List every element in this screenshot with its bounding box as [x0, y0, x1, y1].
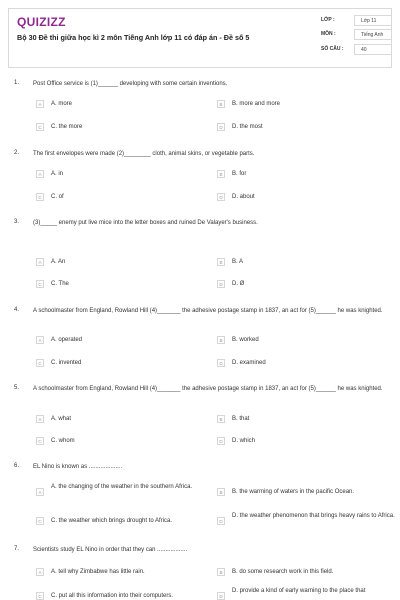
- option-letter-box: B: [217, 258, 225, 266]
- question-text: (3)_____ enemy put live mice into the letter boxes and ruined De Valayer's business.: [33, 220, 258, 226]
- option-letter-box: B: [217, 336, 225, 344]
- question-number: 7.: [14, 546, 20, 552]
- option-letter-box: A: [36, 100, 44, 108]
- question-text: A schoolmaster from England, Rowland Hill (4)_______ the adhesive postage stamp in 1837, an act for (5)______ he was knighted.: [33, 386, 383, 392]
- option-c[interactable]: C. whom: [51, 438, 75, 444]
- question-number: 3.: [14, 219, 20, 225]
- option-letter-box: A: [36, 488, 44, 496]
- option-letter-box: B: [217, 415, 225, 423]
- option-c[interactable]: C. The: [51, 281, 69, 287]
- option-d[interactable]: D. which: [232, 438, 256, 444]
- question-number: 6.: [14, 463, 20, 469]
- option-c[interactable]: C. invented: [51, 360, 82, 366]
- question-text: Scientists study EL Nino in order that they can ..................: [33, 547, 188, 553]
- option-a[interactable]: A. in: [51, 171, 64, 177]
- question-number: 4.: [14, 307, 20, 313]
- option-b[interactable]: B. for: [232, 171, 247, 177]
- option-letter-box: D: [217, 280, 225, 288]
- question-text: The first envelopes were made (2)________ cloth, animal skins, or vegetable parts.: [33, 151, 255, 157]
- grade-label: LỚP :: [321, 17, 335, 23]
- option-letter-box: D: [217, 359, 225, 367]
- option-a[interactable]: A. tell why Zimbabwe has little rain.: [51, 569, 145, 575]
- option-letter-box: D: [217, 517, 225, 525]
- option-letter-box: A: [36, 415, 44, 423]
- option-letter-box: D: [217, 437, 225, 445]
- option-letter-box: A: [36, 336, 44, 344]
- option-b[interactable]: B. worked: [232, 337, 259, 343]
- option-c[interactable]: C. put all this information into their computers.: [51, 593, 174, 599]
- option-letter-box: B: [217, 170, 225, 178]
- option-letter-box: C: [36, 592, 44, 600]
- option-a[interactable]: A. more: [51, 101, 73, 107]
- option-letter-box: A: [36, 568, 44, 576]
- option-letter-box: A: [36, 258, 44, 266]
- option-letter-box: D: [217, 123, 225, 131]
- option-letter-box: A: [36, 170, 44, 178]
- option-a[interactable]: A. the changing of the weather in the southern Africa.: [51, 484, 193, 490]
- option-letter-box: C: [36, 437, 44, 445]
- question-text: Post Office service is (1)______ developing with some certain inventions.: [33, 81, 228, 87]
- question-number: 2.: [14, 150, 20, 156]
- option-letter-box: B: [217, 100, 225, 108]
- question-text: EL Nino is known as ....................: [33, 464, 123, 470]
- option-letter-box: C: [36, 193, 44, 201]
- option-b[interactable]: B. the warming of waters in the pacific Ocean.: [232, 489, 355, 495]
- question-number: 1.: [14, 80, 20, 86]
- grade-value: Lớp 11: [354, 15, 392, 26]
- option-b[interactable]: B. that: [232, 416, 250, 422]
- worksheet-title: Bộ 30 Đề thi giữa học kì 2 môn Tiếng Anh lớp 11 có đáp án - Đề số 5: [17, 33, 250, 42]
- option-letter-box: B: [217, 568, 225, 576]
- option-d[interactable]: D. the weather phenomenon that brings heavy rains to Africa.: [232, 513, 395, 519]
- question-count-value: 40: [354, 44, 392, 55]
- question-number: 5.: [14, 385, 20, 391]
- option-d[interactable]: D. Ø: [232, 281, 245, 287]
- option-letter-box: D: [217, 193, 225, 201]
- option-letter-box: C: [36, 517, 44, 525]
- option-c[interactable]: C. of: [51, 194, 64, 200]
- quizizz-logo: QUIZIZZ: [17, 15, 66, 29]
- question-text: A schoolmaster from England, Rowland Hill (4)_______ the adhesive postage stamp in 1837, an act for (5)______ he was knighted.: [33, 308, 383, 314]
- option-letter-box: C: [36, 359, 44, 367]
- option-b[interactable]: B. do some research work in this field.: [232, 569, 334, 575]
- option-a[interactable]: A. An: [51, 259, 66, 265]
- option-b[interactable]: B. more and more: [232, 101, 281, 107]
- option-letter-box: B: [217, 488, 225, 496]
- option-letter-box: C: [36, 280, 44, 288]
- option-d[interactable]: D. about: [232, 194, 255, 200]
- question-count-label: SỐ CÂU :: [321, 46, 344, 52]
- option-d[interactable]: D. provide a kind of early warning to the place that: [232, 588, 366, 594]
- option-b[interactable]: B. A: [232, 259, 244, 265]
- subject-label: MÔN :: [321, 31, 336, 37]
- subject-value: Tiếng Anh: [354, 29, 392, 40]
- option-d[interactable]: D. the most: [232, 124, 263, 130]
- option-c[interactable]: C. the more: [51, 124, 83, 130]
- option-c[interactable]: C. the weather which brings drought to Africa.: [51, 518, 173, 524]
- option-a[interactable]: A. what: [51, 416, 72, 422]
- worksheet-header: [8, 8, 392, 68]
- option-letter-box: D: [217, 592, 225, 600]
- option-letter-box: C: [36, 123, 44, 131]
- option-a[interactable]: A. operated: [51, 337, 83, 343]
- option-d[interactable]: D. examined: [232, 360, 266, 366]
